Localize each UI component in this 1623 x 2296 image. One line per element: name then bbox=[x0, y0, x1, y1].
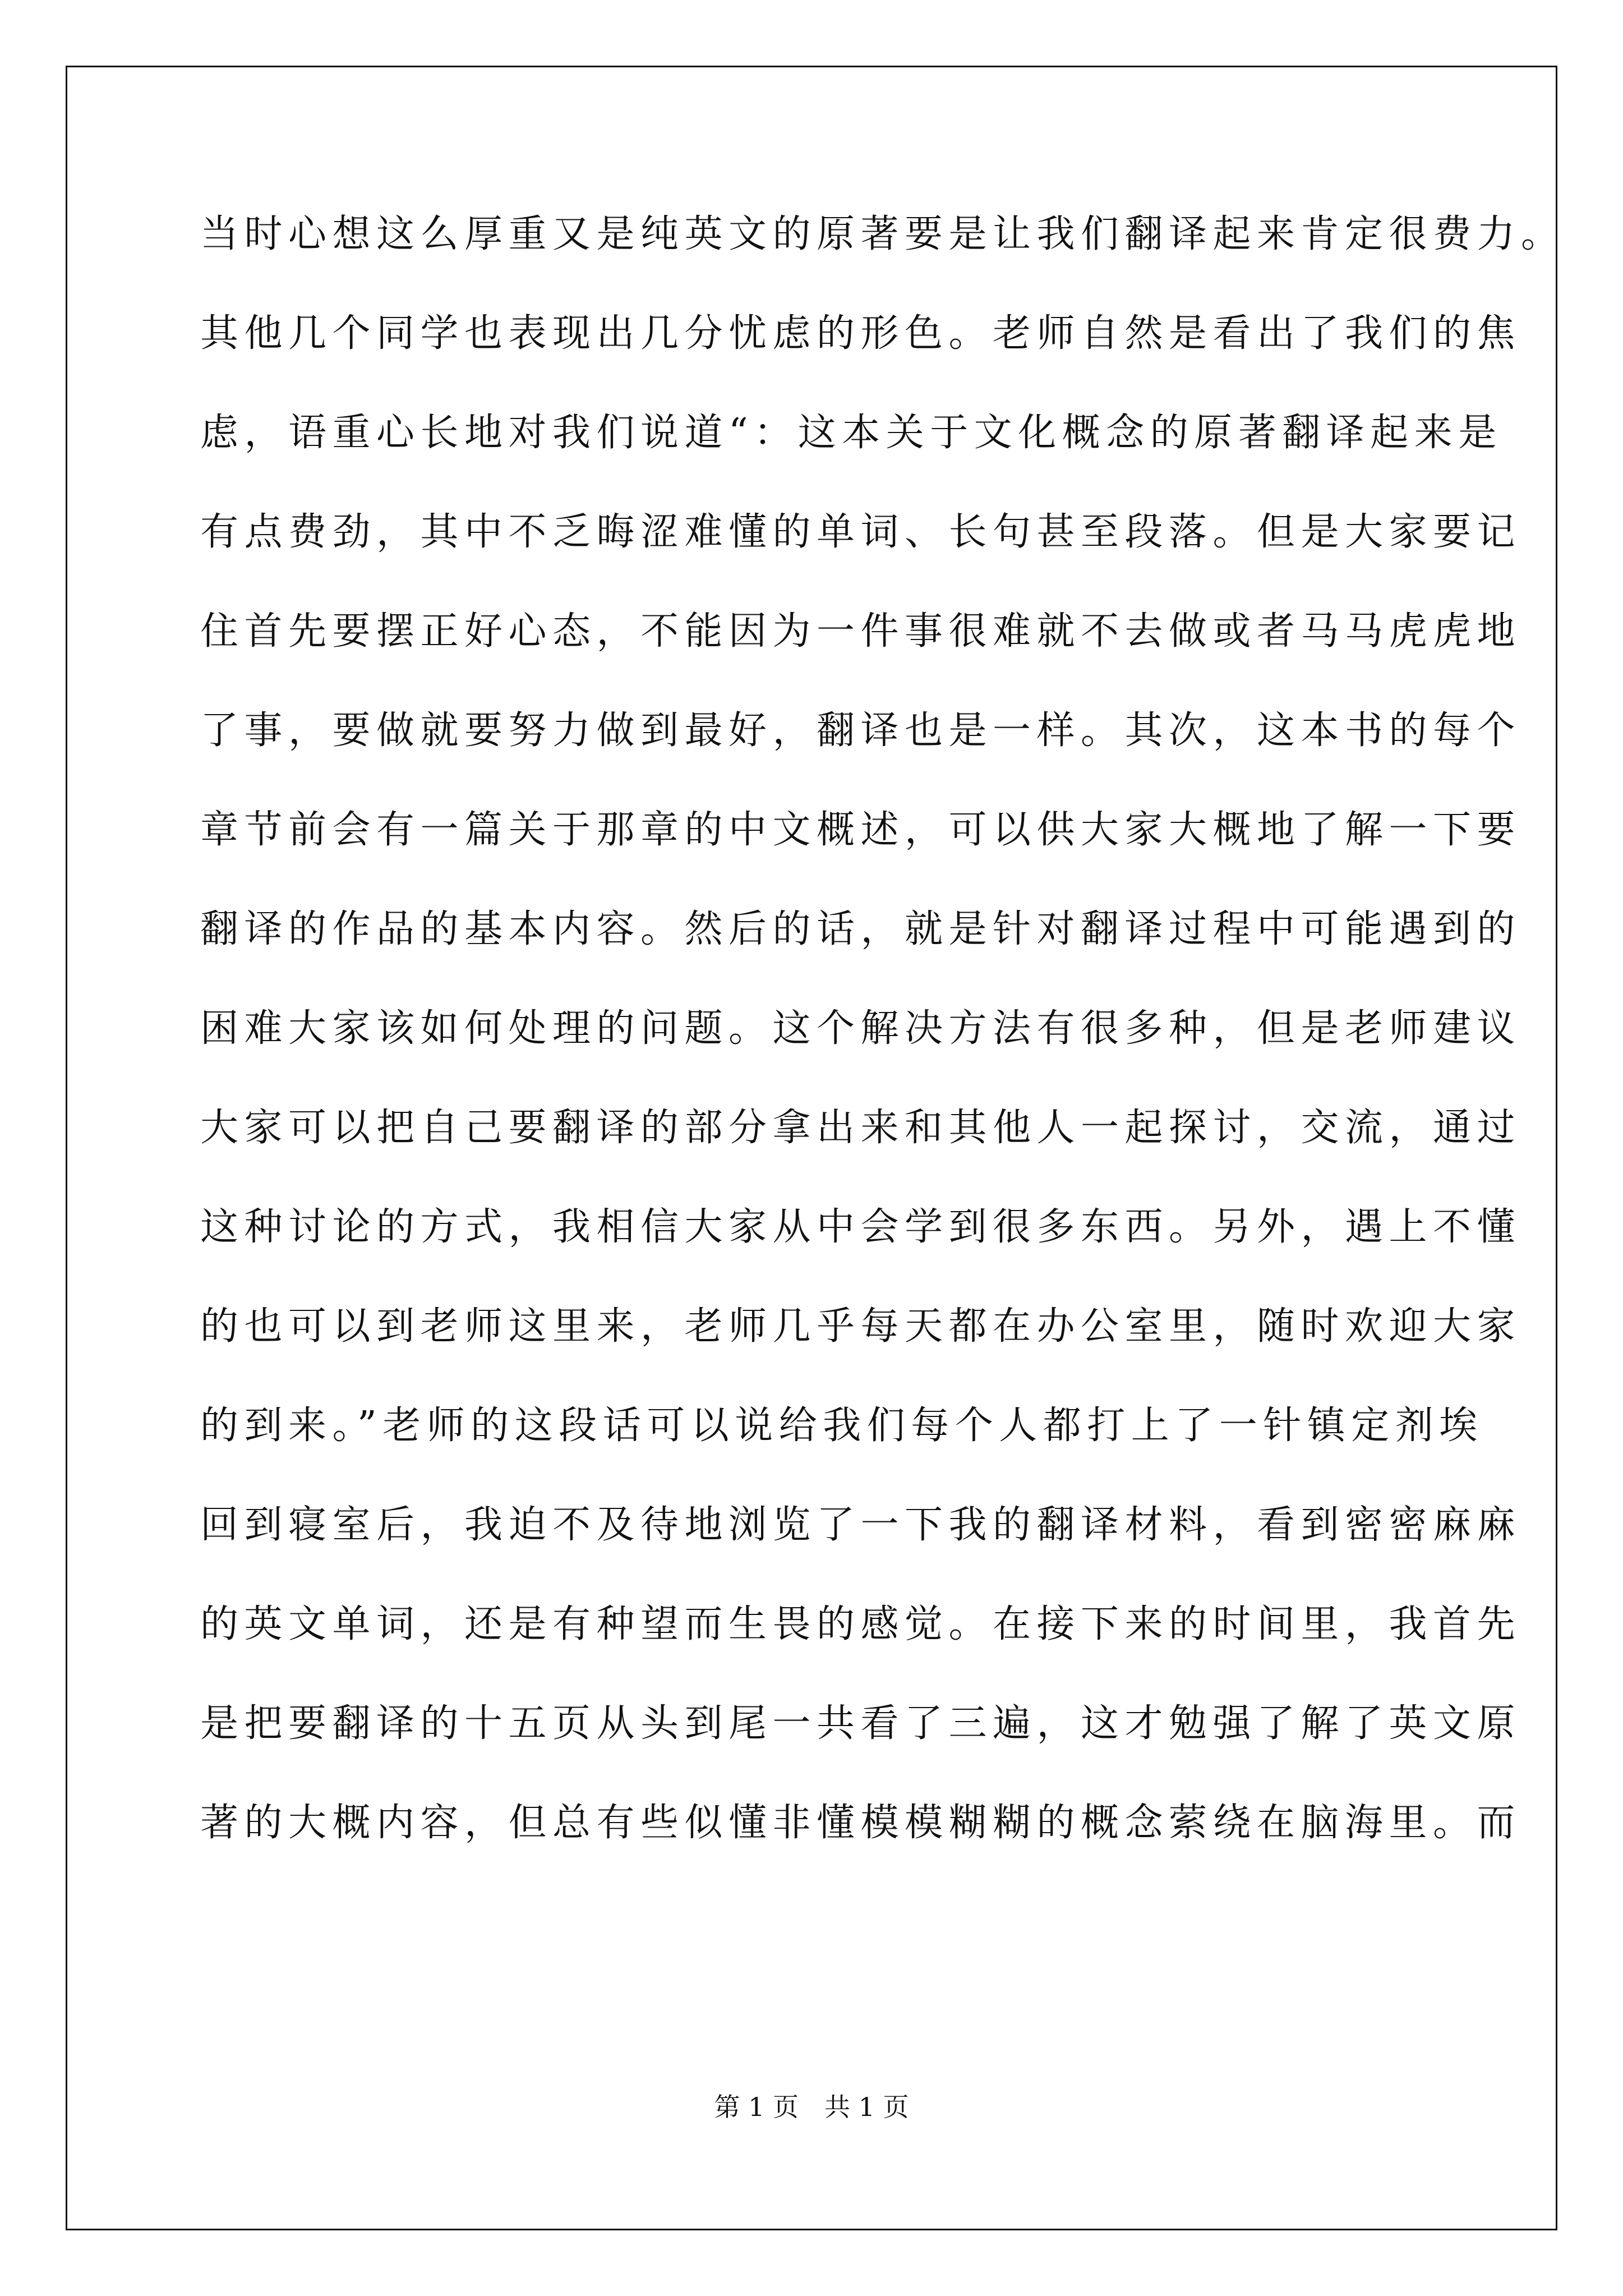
text-line: 困难大家该如何处理的问题。这个解决方法有很多种，但是老师建议 bbox=[200, 1006, 1521, 1051]
text-line: 的英文单词，还是有种望而生畏的感觉。在接下来的时间里，我首先 bbox=[200, 1602, 1521, 1646]
text-line: 的到来。”老师的这段话可以说给我们每个人都打上了一针镇定剂埃 bbox=[200, 1404, 1483, 1448]
text-line: 章节前会有一篇关于那章的中文概述，可以供大家大概地了解一下要 bbox=[200, 808, 1521, 852]
text-line: 其他几个同学也表现出几分忧虑的形色。老师自然是看出了我们的焦 bbox=[200, 311, 1521, 356]
text-line: 住首先要摆正好心态，不能因为一件事很难就不去做或者马马虎虎地 bbox=[200, 609, 1521, 654]
text-line: 当时心想这么厚重又是纯英文的原著要是让我们翻译起来肯定很费力。 bbox=[200, 212, 1565, 256]
text-line: 虑，语重心长地对我们说道“：这本关于文化概念的原著翻译起来是 bbox=[200, 411, 1502, 455]
text-line: 是把要翻译的十五页从头到尾一共看了三遍，这才勉强了解了英文原 bbox=[200, 1701, 1521, 1746]
text-line: 翻译的作品的基本内容。然后的话，就是针对翻译过程中可能遇到的 bbox=[200, 907, 1521, 951]
text-line: 的也可以到老师这里来，老师几乎每天都在办公室里，随时欢迎大家 bbox=[200, 1304, 1521, 1349]
text-line: 大家可以把自己要翻译的部分拿出来和其他人一起探讨，交流，通过 bbox=[200, 1106, 1521, 1150]
text-line: 著的大概内容，但总有些似懂非懂模模糊糊的概念萦绕在脑海里。而 bbox=[200, 1801, 1521, 1845]
document-body bbox=[200, 212, 1565, 1903]
page-number-footer: 第 1 页 共 1 页 bbox=[714, 2092, 909, 2122]
text-line: 了事，要做就要努力做到最好，翻译也是一样。其次，这本书的每个 bbox=[200, 708, 1521, 753]
text-line: 有点费劲，其中不乏晦涩难懂的单词、长句甚至段落。但是大家要记 bbox=[200, 510, 1521, 554]
text-line: 这种讨论的方式，我相信大家从中会学到很多东西。另外，遇上不懂 bbox=[200, 1205, 1521, 1249]
text-line: 回到寝室后，我迫不及待地浏览了一下我的翻译材料，看到密密麻麻 bbox=[200, 1503, 1521, 1547]
